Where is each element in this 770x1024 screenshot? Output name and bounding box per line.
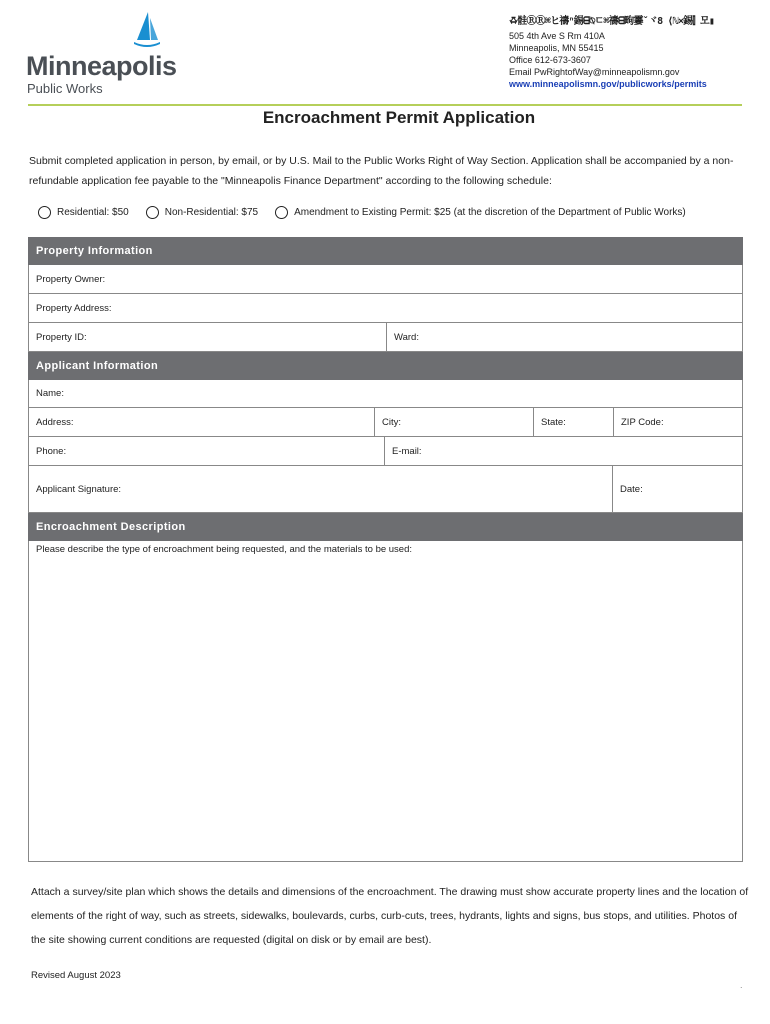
intro-text: Submit completed application in person, by email, or by U.S. Mail to the Public Works Right of Way Section. Application shall be accompanied by a non-refundable application fee payable to the "Minneapolis Finance Department" according to the following schedule: <box>29 155 734 187</box>
garbled-header-text: ꗇ䯓ⓇⓇ⌘ヒ禱ⁿ錫ᗺ⍉ㄷ⌘禱ᗺ㽛霋ˇヾ8 ⟨ℕ⨯錫⫿ 모▮ <box>509 16 715 27</box>
page-mark: . <box>740 980 743 990</box>
fee-option-non-residential[interactable] <box>146 206 258 219</box>
radio-button[interactable] <box>275 206 288 219</box>
contact-block <box>509 16 714 90</box>
attach-instructions: Attach a survey/site plan which shows the details and dimensions of the encroachment. The drawing must show accurate property lines and the location of elements of the right of way, such as streets, sidewalks, boulevards, curbs, curb-cuts, trees, hydrants, lights and signs, bus stops, and utilities. Photos of the site showing current conditions are requested (digital on disk or by email are best). <box>31 886 749 946</box>
sail-logo-icon <box>134 12 160 48</box>
date-field[interactable]: Date: <box>612 466 742 512</box>
radio-button[interactable] <box>38 206 51 219</box>
fee-option-amendment[interactable] <box>275 206 686 219</box>
contact-email: Email PwRightofWay@minneapolismn.gov <box>509 67 680 77</box>
website-link[interactable]: www.minneapolismn.gov/publicworks/permits <box>509 79 707 89</box>
form-row <box>28 265 743 294</box>
form-row <box>28 466 743 513</box>
header-divider <box>28 104 742 106</box>
zip-code-field[interactable]: ZIP Code: <box>613 408 742 436</box>
email-field[interactable]: E-mail: <box>384 437 742 465</box>
state-field[interactable]: State: <box>533 408 613 436</box>
section-header-property: Property Information <box>28 237 743 265</box>
city-field[interactable]: City: <box>374 408 533 436</box>
radio-button[interactable] <box>146 206 159 219</box>
office-phone: Office 612-673-3607 <box>509 55 591 65</box>
applicant-name-field[interactable]: Name: <box>36 388 64 399</box>
address-line-1: 505 4th Ave S Rm 410A <box>509 31 605 41</box>
applicant-signature-field[interactable]: Applicant Signature: <box>36 483 122 495</box>
fee-label: Amendment to Existing Permit: $25 (at the discretion of the Department of Public Works) <box>294 207 686 218</box>
form-row <box>28 294 743 323</box>
fee-label: Non-Residential: $75 <box>164 207 259 218</box>
phone-field[interactable]: Phone: <box>36 445 67 457</box>
ward-field[interactable]: Ward: <box>386 323 742 351</box>
address-line-2: Minneapolis, MN 55415 <box>509 43 604 53</box>
application-form <box>28 237 743 862</box>
property-address-field[interactable]: Property Address: <box>36 302 112 314</box>
logo-subtitle: Public Works <box>27 81 103 96</box>
page-title: Encroachment Permit Application <box>262 108 536 127</box>
fee-option-residential[interactable] <box>38 206 129 219</box>
section-header-applicant: Applicant Information <box>28 352 743 380</box>
form-row <box>28 437 743 466</box>
fee-label: Residential: $50 <box>57 207 129 218</box>
minneapolis-logo <box>26 12 177 96</box>
property-owner-field[interactable]: Property Owner: <box>36 273 106 285</box>
logo-name: Minneapolis <box>26 51 177 81</box>
fee-schedule <box>38 206 703 219</box>
property-id-field[interactable]: Property ID: <box>36 331 87 343</box>
form-row <box>28 323 743 352</box>
form-row <box>28 380 743 408</box>
encroachment-description-field[interactable]: Please describe the type of encroachment being requested, and the materials to be used: <box>36 544 413 555</box>
section-header-encroachment: Encroachment Description <box>28 513 743 541</box>
form-row <box>28 541 743 862</box>
form-row <box>28 408 743 437</box>
applicant-address-field[interactable]: Address: <box>36 416 74 428</box>
revision-date: Revised August 2023 <box>31 970 121 981</box>
